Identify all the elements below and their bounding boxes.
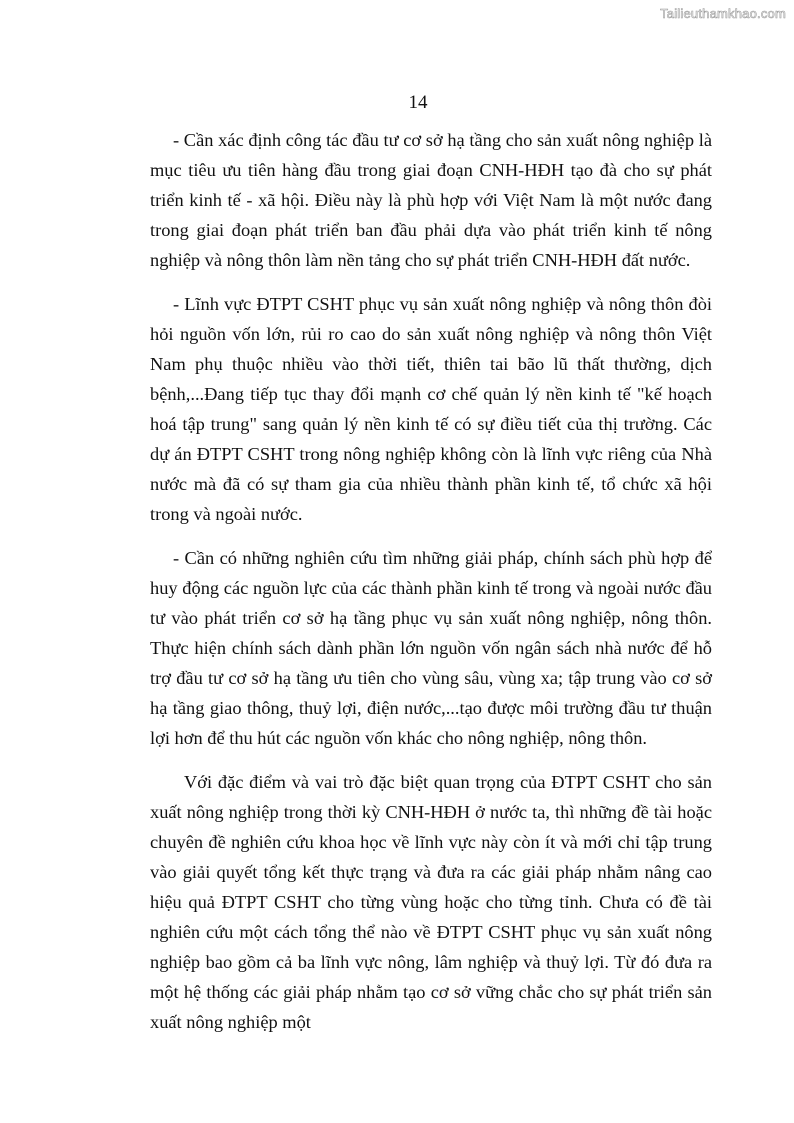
document-body: [150, 125, 712, 1051]
paragraph-priority-investment: - Cần xác định công tác đầu tư cơ sở hạ tầng cho sản xuất nông nghiệp là mục tiêu ưu tiên hàng đầu trong giai đoạn CNH-HĐH tạo đà cho sự phát triển kinh tế - xã hội. Điều này là phù hợp với Việt Nam là một nước đang trong giai đoạn phát triển ban đầu phải dựa vào phát triển kinh tế nông nghiệp và nông thôn làm nền tảng cho sự phát triển CNH-HĐH đất nước.: [150, 130, 712, 270]
paragraph-research-needs: - Cần có những nghiên cứu tìm những giải pháp, chính sách phù hợp để huy động các nguồn lực của các thành phần kinh tế trong và ngoài nước đầu tư vào phát triển cơ sở hạ tầng phục vụ sản xuất nông nghiệp, nông thôn. Thực hiện chính sách dành phần lớn nguồn vốn ngân sách nhà nước để hỗ trợ đầu tư cơ sở hạ tầng ưu tiên cho vùng sâu, vùng xa; tập trung vào cơ sở hạ tầng giao thông, thuỷ lợi, điện nước,...tạo được môi trường đầu tư thuận lợi hơn để thu hút các nguồn vốn khác cho nông nghiệp, nông thôn.: [150, 548, 712, 748]
paragraph-capital-requirements: - Lĩnh vực ĐTPT CSHT phục vụ sản xuất nông nghiệp và nông thôn đòi hỏi nguồn vốn lớn, rủi ro cao do sản xuất nông nghiệp và nông thôn Việt Nam phụ thuộc nhiều vào thời tiết, thiên tai bão lũ thất thường, dịch bệnh,...Đang tiếp tục thay đổi mạnh cơ chế quản lý nền kinh tế "kế hoạch hoá tập trung" sang quản lý nền kinh tế có sự điều tiết của thị trường. Các dự án ĐTPT CSHT trong nông nghiệp không còn là lĩnh vực riêng của Nhà nước mà đã có sự tham gia của nhiều thành phần kinh tế, tổ chức xã hội trong và ngoài nước.: [150, 294, 712, 524]
page-number: 14: [408, 92, 428, 113]
paragraph-research-gap: Với đặc điểm và vai trò đặc biệt quan trọng của ĐTPT CSHT cho sản xuất nông nghiệp trong thời kỳ CNH-HĐH ở nước ta, thì những đề tài hoặc chuyên đề nghiên cứu khoa học về lĩnh vực này còn ít và mới chỉ tập trung vào giải quyết tổng kết thực trạng và đưa ra các giải pháp nhằm nâng cao hiệu quả ĐTPT CSHT cho từng vùng hoặc cho từng tỉnh. Chưa có đề tài nghiên cứu một cách tổng thể nào về ĐTPT CSHT phục vụ sản xuất nông nghiệp bao gồm cả ba lĩnh vực nông, lâm nghiệp và thuỷ lợi. Từ đó đưa ra một hệ thống các giải pháp nhằm tạo cơ sở vững chắc cho sự phát triển sản xuất nông nghiệp một: [150, 772, 712, 1032]
watermark: Tailieuthamkhao.com: [660, 6, 786, 21]
